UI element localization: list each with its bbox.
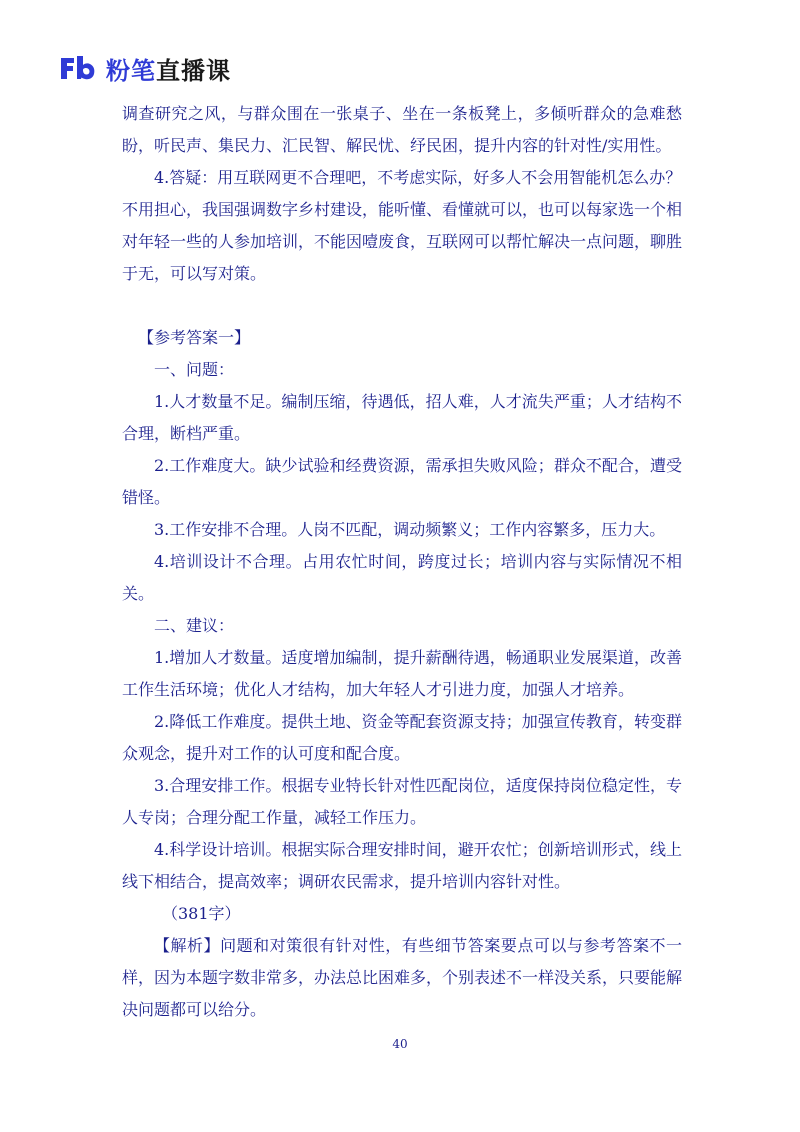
problem-item-1: 1.人才数量不足。编制压缩，待遇低，招人难，人才流失严重；人才结构不合理，断档严重。 [122, 392, 682, 443]
brand-accent: 粉笔 [106, 56, 156, 85]
document-body [122, 98, 682, 1026]
problem-item-3: 3.工作安排不合理。人岗不匹配，调动频繁义；工作内容繁多，压力大。 [154, 520, 666, 539]
section-suggestions-heading: 二、建议： [154, 616, 235, 635]
brand-name [106, 51, 231, 86]
suggestion-item-1: 1.增加人才数量。适度增加编制，提升薪酬待遇，畅通职业发展渠道，改善工作生活环境；优化人才结构，加大年轻人才引进力度，加强人才培养。 [122, 648, 682, 699]
header [58, 50, 231, 86]
fb-logo-icon [58, 53, 98, 83]
word-count: （381字） [162, 904, 241, 923]
section-problems-heading: 一、问题： [154, 360, 235, 379]
paragraph-question-4: 4.答疑：用互联网更不合理吧，不考虑实际，好多人不会用智能机怎么办？ [154, 168, 682, 187]
paragraph-continuation: 调查研究之风，与群众围在一张桌子、坐在一条板凳上，多倾听群众的急难愁盼，听民声、集民力、汇民智、解民忧、纾民困，提升内容的针对性/实用性。 [122, 104, 682, 155]
problem-item-2: 2.工作难度大。缺少试验和经费资源，需承担失败风险；群众不配合，遭受错怪。 [122, 456, 682, 507]
suggestion-item-3: 3.合理安排工作。根据专业特长针对性匹配岗位，适度保持岗位稳定性，专人专岗；合理分配工作量，减轻工作压力。 [122, 776, 682, 827]
paragraph-answer-4: 不用担心，我国强调数字乡村建设，能听懂、看懂就可以，也可以每家选一个相对年轻一些的人参加培训，不能因噎废食，互联网可以帮忙解决一点问题，聊胜于无，可以写对策。 [122, 200, 683, 283]
analysis-paragraph: 【解析】问题和对策很有针对性，有些细节答案要点可以与参考答案不一样，因为本题字数非常多，办法总比困难多，个别表述不一样没关系，只要能解决问题都可以给分。 [122, 936, 683, 1019]
answer-title: 【参考答案一】 [138, 328, 251, 347]
spacer [122, 290, 682, 322]
problem-item-4: 4.培训设计不合理。占用农忙时间，跨度过长；培训内容与实际情况不相关。 [122, 552, 682, 603]
page-number: 40 [392, 1037, 408, 1051]
brand-rest: 直播课 [156, 56, 231, 85]
suggestion-item-4: 4.科学设计培训。根据实际合理安排时间，避开农忙；创新培训形式，线上线下相结合，提高效率；调研农民需求，提升培训内容针对性。 [122, 840, 682, 891]
suggestion-item-2: 2.降低工作难度。提供土地、资金等配套资源支持；加强宣传教育，转变群众观念，提升对工作的认可度和配合度。 [122, 712, 682, 763]
